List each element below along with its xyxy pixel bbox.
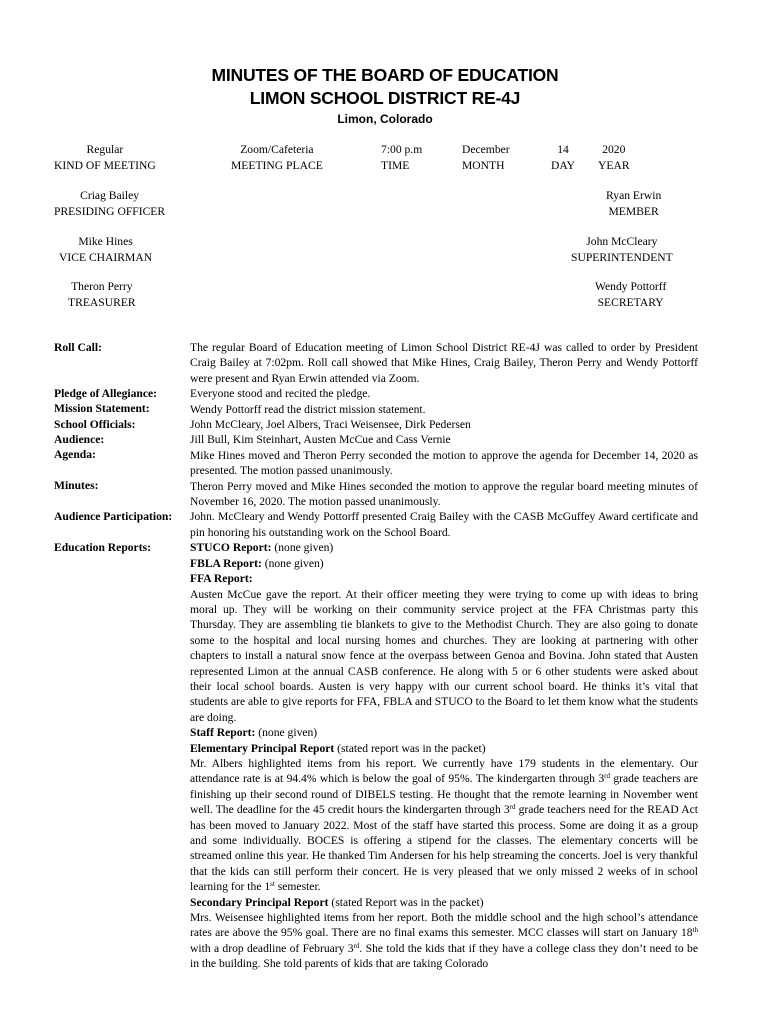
elementary-report-note: (stated report was in the packet) — [334, 741, 486, 755]
elementary-text-part4: semester. — [274, 880, 321, 894]
fbla-report-text: (none given) — [261, 556, 324, 570]
member-name: Ryan Erwin — [606, 189, 662, 202]
label-officials: School Officials: — [54, 418, 136, 431]
secondary-text-part2: with a drop deadline of February 3 — [190, 941, 354, 955]
vice-chairman — [59, 234, 152, 265]
officials-text: John McCleary, Joel Albers, Traci Weisensee, Dirk Pedersen — [190, 418, 471, 432]
superscript: rd — [353, 941, 360, 950]
treasurer — [68, 279, 136, 310]
label-roll-call: Roll Call: — [54, 341, 102, 354]
meeting-year-label: YEAR — [598, 158, 630, 172]
superintendent-title: SUPERINTENDENT — [571, 250, 673, 264]
label-pledge: Pledge of Allegiance: — [54, 387, 158, 400]
superscript: rd — [509, 803, 516, 812]
member — [606, 188, 661, 219]
superintendent-name: John McCleary — [586, 235, 658, 248]
vice-chairman-title: VICE CHAIRMAN — [59, 250, 153, 264]
secondary-report-heading: Secondary Principal Report — [190, 895, 329, 909]
label-audience: Audience: — [54, 433, 105, 446]
document-title-line1: MINUTES OF THE BOARD OF EDUCATION — [211, 65, 559, 85]
presiding-officer-title: PRESIDING OFFICER — [54, 204, 166, 218]
secondary-report — [190, 895, 698, 910]
minutes-text: Theron Perry moved and Mike Hines seconded the motion to approve the regular board meeting minutes of November 16, 2020. The motion passed unanimously. — [190, 479, 698, 509]
meeting-place — [231, 142, 323, 173]
label-education-reports: Education Reports: — [54, 541, 151, 554]
treasurer-name: Theron Perry — [71, 280, 133, 293]
staff-report-heading: Staff Report: — [190, 726, 256, 740]
meeting-day-label: DAY — [551, 158, 576, 172]
meeting-kind-label: KIND OF MEETING — [54, 158, 156, 172]
roll-call-text: The regular Board of Education meeting of Limon School District RE-4J was called to order by President Craig Bailey at 7:02pm. Roll call showed that Mike Hines, Craig Bailey, Theron Perry and Wendy Pottorff were present and Ryan Erwin attended via Zoom. — [190, 341, 698, 385]
secretary-name: Wendy Pottorff — [595, 280, 667, 293]
ffa-report-heading: FFA Report: — [190, 572, 253, 586]
secretary — [595, 279, 666, 310]
ffa-report — [190, 571, 698, 586]
staff-report-text: (none given) — [255, 726, 318, 740]
presiding-officer — [54, 188, 165, 219]
document-title-line2: LIMON SCHOOL DISTRICT RE-4J — [249, 88, 521, 108]
meeting-place-label: MEETING PLACE — [231, 158, 323, 172]
meeting-kind-value: Regular — [86, 143, 124, 156]
document-location: Limon, Colorado — [337, 112, 433, 126]
minutes-body — [190, 340, 698, 972]
ffa-report-text: Austen McCue gave the report. At their officer meeting they were trying to come up with ideas to bring moral up. They will be working on their community service project at the FFA Christmas party this Thursday. They are assembling tie blankets to give to the Methodist Church. They are also going to donate some to the hospital and local nursing homes and churches. They are looking at partnering with other chapters to install a natural snow fence at the overpass between Genoa and Bovina. John stated that Austen represented Limon at the annual CASB conference. He along with 5 or 6 other students were asked about their local school boards. Austen is very happy with our current school board. He thinks it’s vital that students are able to give reports for FFA, FBLA and STUCO to the Board to let them know what the students are doing. — [190, 587, 698, 724]
pledge-text: Everyone stood and recited the pledge. — [190, 387, 371, 401]
meeting-month-value: December — [462, 143, 510, 156]
elementary-text-part1: Mr. Albers highlighted items from his report. We currently have 179 students in the elementary. Our attendance rate is at 94.4% which is below the goal of 95%. The kindergarten through 3 — [190, 756, 698, 786]
elementary-report-heading: Elementary Principal Report — [190, 741, 335, 755]
meeting-day-value: 14 — [557, 143, 569, 156]
meeting-month — [462, 142, 510, 173]
secondary-text-part3: . She told the kids that if they have a college class they don’t need to be in the building. She told parents of kids that are taking Colorado — [190, 941, 698, 971]
stuco-report-text: (none given) — [271, 541, 334, 555]
label-agenda: Agenda: — [54, 448, 96, 461]
meeting-time — [381, 142, 422, 173]
label-minutes: Minutes: — [54, 479, 99, 492]
mission-text: Wendy Pottorff read the district mission statement. — [190, 402, 426, 416]
meeting-year-value: 2020 — [602, 143, 626, 156]
presiding-officer-name: Criag Bailey — [80, 189, 140, 202]
elementary-report-text — [190, 756, 698, 895]
secondary-report-note: (stated Report was in the packet) — [328, 895, 484, 909]
superintendent — [571, 234, 673, 265]
label-audience-participation: Audience Participation: — [54, 510, 173, 523]
member-title: MEMBER — [608, 204, 659, 218]
meeting-place-value: Zoom/Cafeteria — [240, 143, 314, 156]
secondary-text-part1: Mrs. Weisensee highlighted items from her report. Both the middle school and the high school’s attendance rates are above the 95% goal. There are no final exams this semester. MCC classes will start on January 18 — [190, 911, 698, 940]
meeting-kind — [54, 142, 156, 173]
audience-text: Jill Bull, Kim Steinhart, Austen McCue and Cass Vernie — [190, 433, 451, 447]
stuco-report — [190, 540, 698, 555]
superscript: st — [270, 880, 275, 889]
superscript: th — [692, 926, 698, 935]
agenda-text: Mike Hines moved and Theron Perry seconded the motion to approve the agenda for December 14, 2020 as presented. The motion passed unanimously. — [190, 448, 698, 478]
meeting-day — [551, 142, 575, 173]
meeting-time-value: 7:00 p.m — [381, 143, 423, 156]
participation-text: John. McCleary and Wendy Pottorff presented Craig Bailey with the CASB McGuffey Award certificate and pin honoring his outstanding work on the School Board. — [190, 510, 698, 539]
label-mission: Mission Statement: — [54, 402, 150, 415]
meeting-month-label: MONTH — [462, 158, 505, 172]
elementary-text-part3: grade teachers need for the READ Act has been moved to January 2022. Most of the staff have started this process. Some are doing it as a group and some individually. BOCES is offering a stipend for the classes. The elementary concerts will be streamed online this year. He thanked Tim Andersen for his help streaming the concerts. Joel is very thankful that the kids can still perform their concert. He is very pleased that we only missed 2 weeks of in school learning for the 1 — [190, 803, 698, 894]
meeting-time-label: TIME — [381, 158, 410, 172]
elementary-report — [190, 741, 698, 756]
treasurer-title: TREASURER — [68, 295, 136, 309]
stuco-report-heading: STUCO Report: — [190, 541, 272, 555]
fbla-report — [190, 556, 698, 571]
secondary-report-text — [190, 910, 698, 972]
vice-chairman-name: Mike Hines — [78, 235, 133, 248]
staff-report — [190, 725, 698, 740]
meeting-year — [598, 142, 630, 173]
elementary-text-part2: grade teachers are finishing up their second round of DIBELS testing. He thought that the remote learning in November went well. The deadline for the 45 credit hours the kindergarten through 3 — [190, 772, 698, 817]
superscript: rd — [604, 772, 610, 781]
fbla-report-heading: FBLA Report: — [190, 556, 262, 570]
secretary-title: SECRETARY — [597, 295, 664, 309]
